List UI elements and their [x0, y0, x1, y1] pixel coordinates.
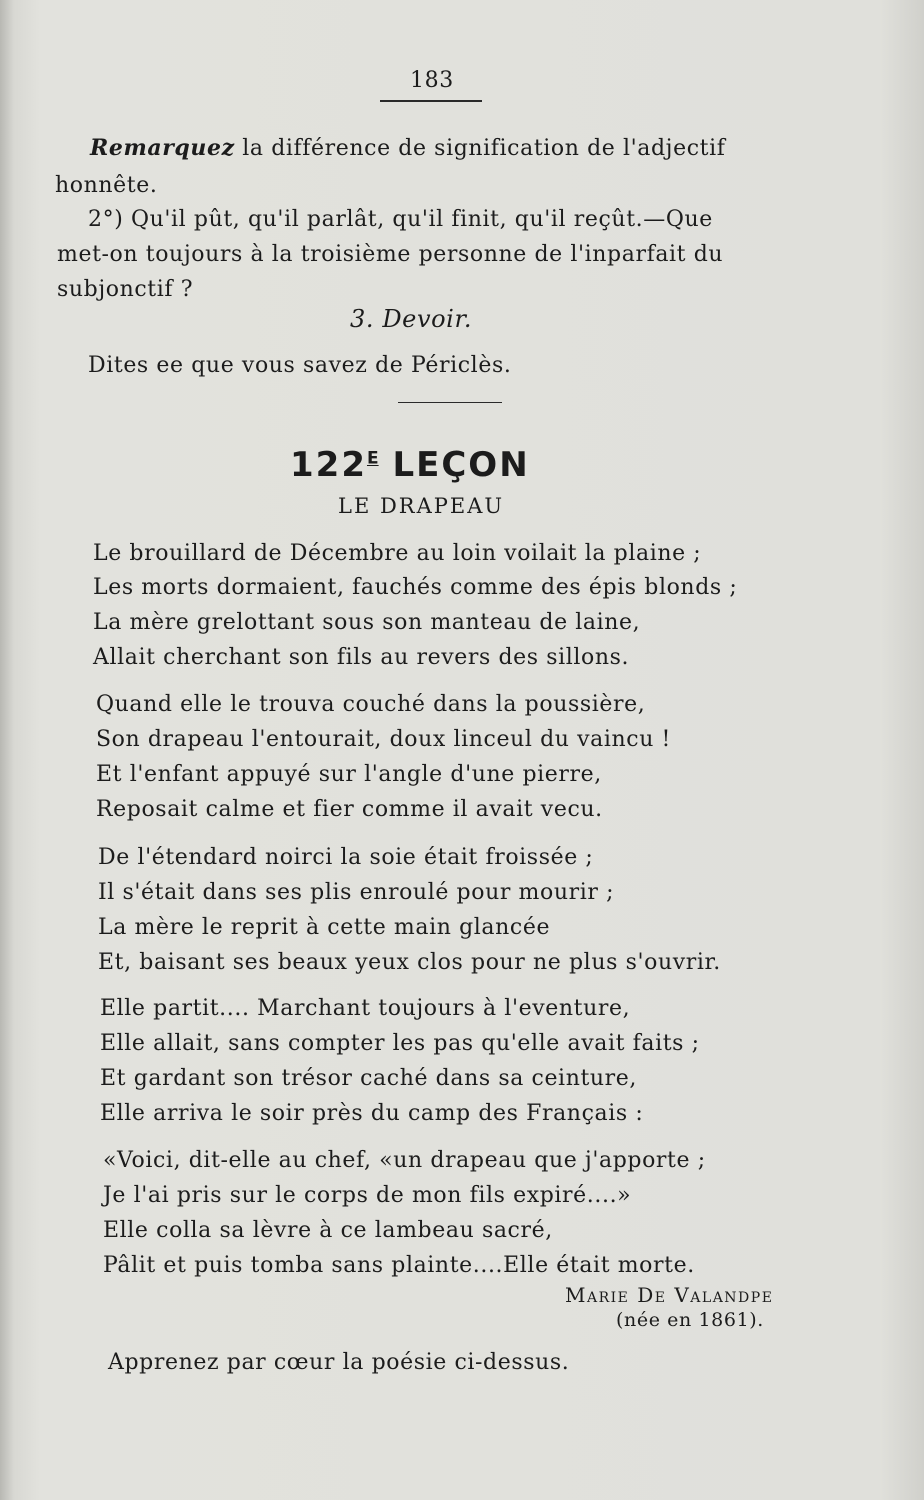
poem-line: Le brouillard de Décembre au loin voilait la plaine ;: [93, 541, 702, 566]
poem-line: «Voici, dit-elle au chef, «un drapeau que j'apporte ;: [103, 1148, 706, 1173]
lesson-number: 122: [290, 445, 367, 485]
poem-line: Et l'enfant appuyé sur l'angle d'une pierre,: [96, 762, 602, 787]
question-2-line-1: 2°) Qu'il pût, qu'il parlât, qu'il finit, qu'il reçût.—Que: [88, 207, 713, 232]
question-2-line-2: met-on toujours à la troisième personne de l'inparfait du: [57, 242, 724, 267]
section-divider: [398, 402, 502, 403]
remark-line-2: honnête.: [55, 173, 158, 198]
poem-line: Les morts dormaient, fauchés comme des épis blonds ;: [93, 575, 738, 600]
poem-line: Elle arriva le soir près du camp des Français :: [100, 1101, 644, 1126]
poem-line: Et, baisant ses beaux yeux clos pour ne plus s'ouvrir.: [98, 950, 721, 975]
poem-line: Son drapeau l'entourait, doux linceul du vaincu !: [96, 727, 671, 752]
remark-lead: Remarquez: [90, 135, 235, 161]
poem-line: Quand elle le trouva couché dans la poussière,: [96, 692, 646, 717]
poem-line: Je l'ai pris sur le corps de mon fils expiré....»: [103, 1183, 632, 1208]
author-born: (née en 1861).: [616, 1309, 764, 1331]
remark-line1-rest: la différence de signification de l'adjectif: [234, 136, 726, 161]
poem-line: Elle colla sa lèvre à ce lambeau sacré,: [103, 1218, 553, 1243]
poem-line: Reposait calme et fier comme il avait vecu.: [96, 797, 603, 822]
lesson-title: [290, 445, 530, 485]
author-name: Marie De Valandpe: [565, 1283, 774, 1307]
instruction: Apprenez par cœur la poésie ci-dessus.: [108, 1350, 570, 1375]
poem-line: Et gardant son trésor caché dans sa ceinture,: [100, 1066, 638, 1091]
devoir-heading: 3. Devoir.: [350, 305, 473, 333]
poem-line: Il s'était dans ses plis enroulé pour mourir ;: [98, 880, 615, 905]
poem-line: La mère grelottant sous son manteau de laine,: [93, 610, 641, 635]
poem-line: Pâlit et puis tomba sans plainte....Elle était morte.: [103, 1253, 695, 1278]
question-2-line-3: subjonctif ?: [57, 277, 194, 302]
lesson-word: LEÇON: [378, 445, 530, 485]
poem-line: Elle partit.... Marchant toujours à l'eventure,: [100, 996, 631, 1021]
header-rule: [380, 100, 482, 102]
poem-line: Elle allait, sans compter les pas qu'elle avait faits ;: [100, 1031, 700, 1056]
poem-line: Allait cherchant son fils au revers des sillons.: [93, 645, 630, 670]
devoir-text: Dites ee que vous savez de Périclès.: [88, 353, 512, 378]
poem-line: La mère le reprit à cette main glancée: [98, 915, 551, 940]
lesson-subtitle: LE DRAPEAU: [338, 494, 505, 518]
page-number: 183: [410, 68, 454, 93]
remark-line-1: [90, 135, 725, 161]
lesson-suffix: E: [366, 448, 379, 469]
poem-line: De l'étendard noirci la soie était froissée ;: [98, 845, 594, 870]
